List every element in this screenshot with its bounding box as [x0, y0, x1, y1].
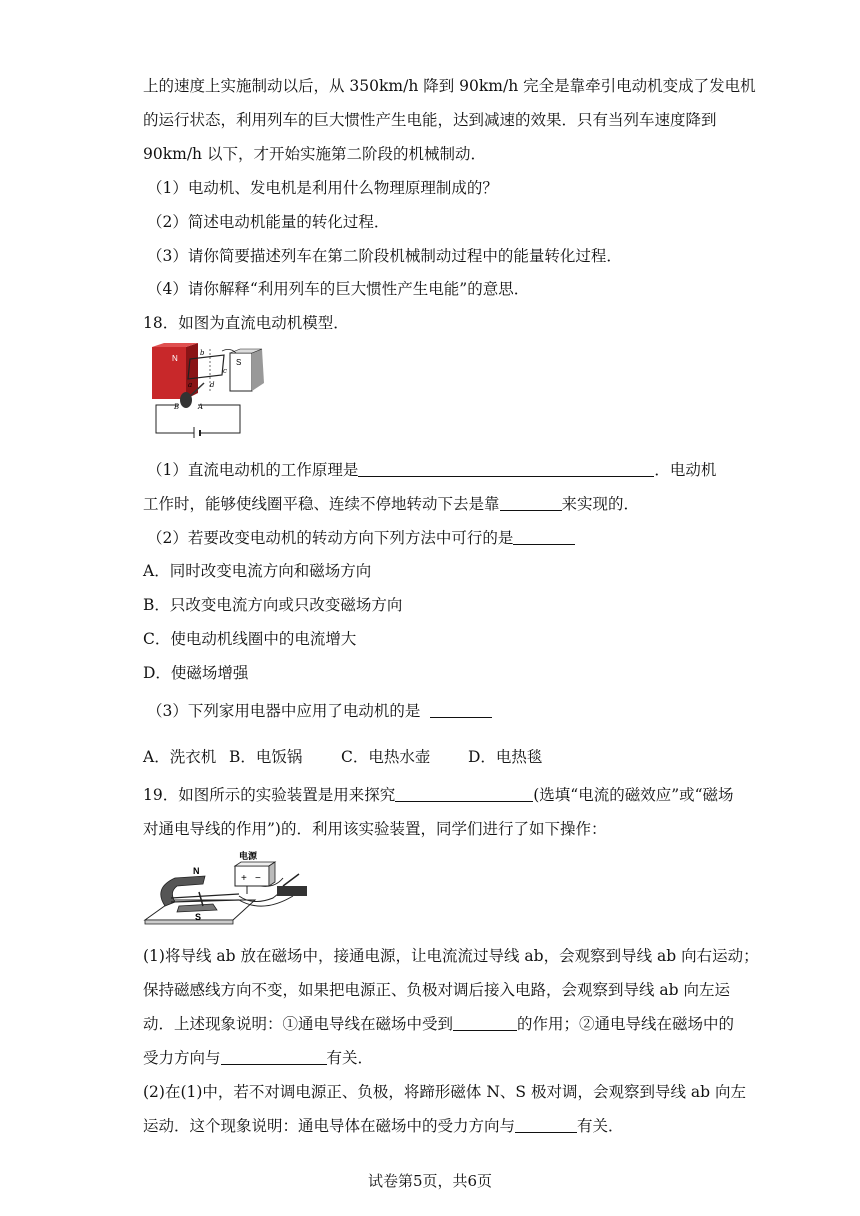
q18-part1-line2	[143, 492, 639, 514]
magnet-n-label: N	[193, 866, 200, 876]
q18-option-b: B．只改变电流方向或只改变磁场方向	[143, 596, 403, 614]
q18-part2-line	[147, 526, 575, 548]
q19-p2-line2	[143, 1114, 624, 1136]
answer-blank-field-direction[interactable]	[515, 1117, 577, 1134]
s-pole-label: S	[236, 358, 242, 367]
q19-title-line1	[143, 783, 734, 805]
experiment-figure	[143, 848, 313, 926]
q19-p1-line1: (1)将导线 ab 放在磁场中，接通电源，让电流流过导线 ab，会观察到导线 ab 向右运动；	[143, 947, 759, 965]
q19-p1-line2: 保持磁感线方向不变，如果把电源正、负极对调后接入电路，会观察到导线 ab 向左运	[143, 981, 731, 999]
n-pole-label: N	[172, 354, 178, 363]
label-B: B	[174, 403, 180, 411]
answer-blank-current-direction[interactable]	[221, 1049, 327, 1066]
answer-blank-experiment[interactable]	[395, 786, 533, 803]
wire-ab	[199, 892, 203, 906]
q17-item-2: （2）简述电动机能量的转化过程．	[147, 213, 390, 231]
magnet-s-label: S	[195, 912, 202, 922]
appliance-option-b: B．电饭锅	[229, 748, 303, 766]
q18-option-d: D．使磁场增强	[143, 664, 249, 682]
q19-p1-line4	[143, 1046, 373, 1068]
appliance-option-d: D．电热毯	[468, 748, 543, 766]
label-c: c	[223, 367, 227, 375]
q17-item-3: （3）请你简要描述列车在第二阶段机械制动过程中的能量转化过程．	[147, 247, 622, 265]
n-pole-magnet	[152, 347, 186, 399]
q19-title-text-b: (选填“电流的磁效应”或“磁场	[533, 786, 734, 804]
plus-sign: +	[241, 873, 247, 884]
answer-blank-principle[interactable]	[358, 461, 654, 478]
appliance-option-a: A．洗衣机	[143, 748, 217, 766]
intro-line-2: 的运行状态，利用列车的巨大惯性产生电能，达到减速的效果．只有当列车速度降到	[143, 111, 717, 129]
label-a: a	[188, 381, 193, 389]
q18-part3-text: （3）下列家用电器中应用了电动机的是	[147, 702, 421, 720]
wire-rail-1	[171, 894, 239, 898]
q18-part1-text-c: 工作时，能够使线圈平稳、连续不停地转动下去是靠	[143, 495, 500, 513]
q17-item-4: （4）请你解释“利用列车的巨大惯性产生电能”的意思．	[147, 280, 530, 298]
q18-title: 18．如图为直流电动机模型．	[143, 314, 349, 332]
appliance-option-c: C．电热水壶	[341, 748, 431, 766]
power-label: 电源	[239, 851, 258, 861]
q18-option-a: A．同时改变电流方向和磁场方向	[143, 562, 372, 580]
q19-p2-text-a: 运动．这个现象说明：通电导体在磁场中的受力方向与	[143, 1117, 516, 1135]
page-footer: 试卷第5页，共6页	[367, 1172, 493, 1190]
switch	[277, 886, 307, 896]
intro-line-1: 上的速度上实施制动以后，从 350km/h 降到 90km/h 完全是靠牵引电动机变成了发电机	[143, 77, 756, 95]
q18-part3-options	[143, 745, 542, 767]
label-d: d	[210, 381, 215, 389]
q19-p1-text-c: 受力方向与	[143, 1049, 221, 1067]
q18-part2-text: （2）若要改变电动机的转动方向下列方法中可行的是	[147, 529, 514, 547]
q19-title-line2: 对通电导线的作用”)的．利用该实验装置，同学们进行了如下操作：	[143, 820, 607, 838]
minus-sign: −	[255, 873, 261, 884]
q18-part1-line1	[147, 458, 716, 480]
q19-p2-line1: (2)在(1)中，若不对调电源正、负极，将蹄形磁体 N、S 极对调，会观察到导线 ab 向左	[143, 1083, 746, 1101]
q18-part1-text-a: （1）直流电动机的工作原理是	[147, 461, 359, 479]
q18-part1-text-d: 来实现的．	[561, 495, 640, 513]
dc-motor-figure	[150, 343, 268, 438]
answer-blank-force[interactable]	[453, 1015, 517, 1032]
label-A: A	[198, 403, 204, 411]
answer-blank-direction[interactable]	[513, 529, 575, 546]
q19-p1-text-a: 动．上述现象说明：①通电导线在磁场中受到	[143, 1015, 454, 1033]
q18-part1-text-b: ．电动机	[654, 461, 717, 479]
q18-part3-line	[147, 699, 492, 721]
q19-p1-text-d: 有关．	[326, 1049, 374, 1067]
answer-blank-commutator[interactable]	[500, 495, 562, 512]
q17-item-1: （1）电动机、发电机是利用什么物理原理制成的？	[147, 179, 498, 197]
intro-line-3: 90km/h 以下，才开始实施第二阶段的机械制动．	[143, 145, 486, 163]
q18-option-c: C．使电动机线圈中的电流增大	[143, 630, 357, 648]
q19-title-text-a: 19．如图所示的实验装置是用来探究	[143, 786, 396, 804]
q19-p1-line3	[143, 1012, 734, 1034]
q19-p2-text-b: 有关．	[577, 1117, 624, 1135]
answer-blank-appliance[interactable]	[430, 702, 492, 719]
q19-p1-text-b: 的作用；②通电导线在磁场中的	[517, 1015, 735, 1033]
label-b: b	[200, 349, 205, 357]
